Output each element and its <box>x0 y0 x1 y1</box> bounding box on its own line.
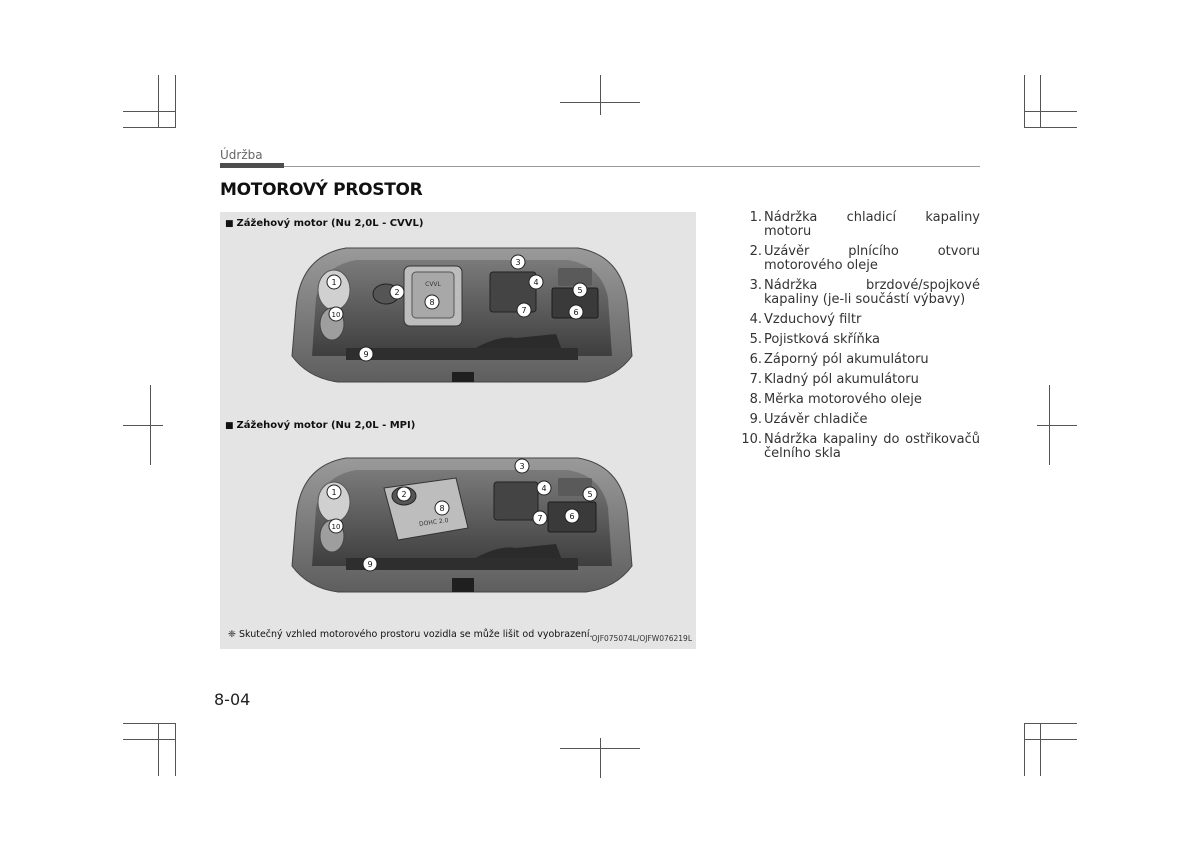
component-legend <box>740 211 980 467</box>
page-number: 8-04 <box>214 690 251 709</box>
crop-mark <box>1024 723 1025 776</box>
svg-text:8: 8 <box>429 298 435 307</box>
crop-mark <box>1049 385 1050 465</box>
crop-mark <box>1040 723 1041 776</box>
crop-mark <box>600 75 601 115</box>
svg-text:5: 5 <box>587 490 593 499</box>
crop-mark <box>1040 75 1041 128</box>
crop-mark <box>1024 111 1077 112</box>
crop-mark <box>600 738 601 778</box>
figure-caption-cvvl <box>225 218 423 229</box>
figure-footnote: ❈ Skutečný vzhled motorového prostoru vozidla se může lišit od vyobrazení. <box>228 629 593 640</box>
crop-mark <box>175 723 176 776</box>
engine-illustration-mpi <box>286 448 638 618</box>
svg-text:1: 1 <box>331 278 337 287</box>
crop-mark <box>1024 723 1077 724</box>
svg-text:3: 3 <box>515 258 521 267</box>
radiator-panel <box>346 558 578 570</box>
svg-text:9: 9 <box>363 350 369 359</box>
legend-item: 10. Nádržka kapaliny do ostřikovačů čelního skla <box>741 432 980 461</box>
legend-item: 7. Kladný pól akumulátoru <box>749 372 919 387</box>
crop-mark <box>123 127 176 128</box>
crop-mark <box>123 425 163 426</box>
header-rule <box>220 166 980 167</box>
svg-text:8: 8 <box>439 504 445 513</box>
crop-mark <box>123 739 176 740</box>
crop-mark <box>123 723 176 724</box>
svg-text:1: 1 <box>331 488 337 497</box>
legend-item: 2. Uzávěr plnícího otvoru motorového oleje <box>749 244 980 273</box>
svg-text:10: 10 <box>331 311 341 319</box>
figure-caption-mpi <box>225 420 415 431</box>
fuse-box <box>558 268 592 286</box>
svg-text:4: 4 <box>541 484 547 493</box>
radiator-panel <box>346 348 578 360</box>
caption-text: Zážehový motor (Nu 2,0L - CVVL) <box>236 218 424 229</box>
crop-mark <box>158 75 159 128</box>
svg-text:2: 2 <box>401 490 407 499</box>
crop-mark <box>1037 425 1077 426</box>
crop-mark <box>1024 75 1025 128</box>
air-filter-box <box>494 482 538 520</box>
svg-text:9: 9 <box>367 560 373 569</box>
engine-figure <box>220 212 696 649</box>
engine-cover-label: DOHC 2.0 <box>418 516 449 529</box>
svg-text:7: 7 <box>521 306 527 315</box>
crop-mark <box>123 111 176 112</box>
svg-text:6: 6 <box>573 308 579 317</box>
square-bullet-icon: ■ <box>225 219 234 229</box>
engine-cover-label: CVVL <box>425 281 441 288</box>
legend-item: 3. Nádržka brzdové/spojkové kapaliny (je-li součástí výbavy) <box>749 278 980 307</box>
section-label: Údržba <box>220 148 263 162</box>
svg-text:6: 6 <box>569 512 575 521</box>
crop-mark <box>150 385 151 465</box>
svg-text:5: 5 <box>577 286 583 295</box>
figure-codes: OJF075074L/OJFW076219L <box>591 634 692 643</box>
crop-mark <box>158 723 159 776</box>
svg-text:4: 4 <box>533 278 539 287</box>
engine-illustration-cvvl <box>286 238 638 408</box>
svg-text:3: 3 <box>519 462 525 471</box>
legend-item: 1. Nádržka chladicí kapaliny motoru <box>749 210 980 239</box>
square-bullet-icon: ■ <box>225 421 234 431</box>
svg-text:10: 10 <box>331 523 341 531</box>
header-bar <box>220 163 284 168</box>
crop-mark <box>1024 739 1077 740</box>
svg-text:2: 2 <box>394 288 400 297</box>
legend-item: 9. Uzávěr chladiče <box>749 412 868 427</box>
legend-item: 6. Záporný pól akumulátoru <box>749 352 929 367</box>
legend-item: 4. Vzduchový filtr <box>749 312 862 327</box>
crop-mark <box>175 75 176 128</box>
page-title: MOTOROVÝ PROSTOR <box>220 180 423 200</box>
legend-item: 8. Měrka motorového oleje <box>749 392 922 407</box>
crop-mark <box>1024 127 1077 128</box>
hood-latch <box>452 578 474 592</box>
legend-item: 5. Pojistková skříňka <box>749 332 880 347</box>
hood-latch <box>452 372 474 382</box>
svg-text:7: 7 <box>537 514 543 523</box>
caption-text: Zážehový motor (Nu 2,0L - MPI) <box>236 420 416 431</box>
